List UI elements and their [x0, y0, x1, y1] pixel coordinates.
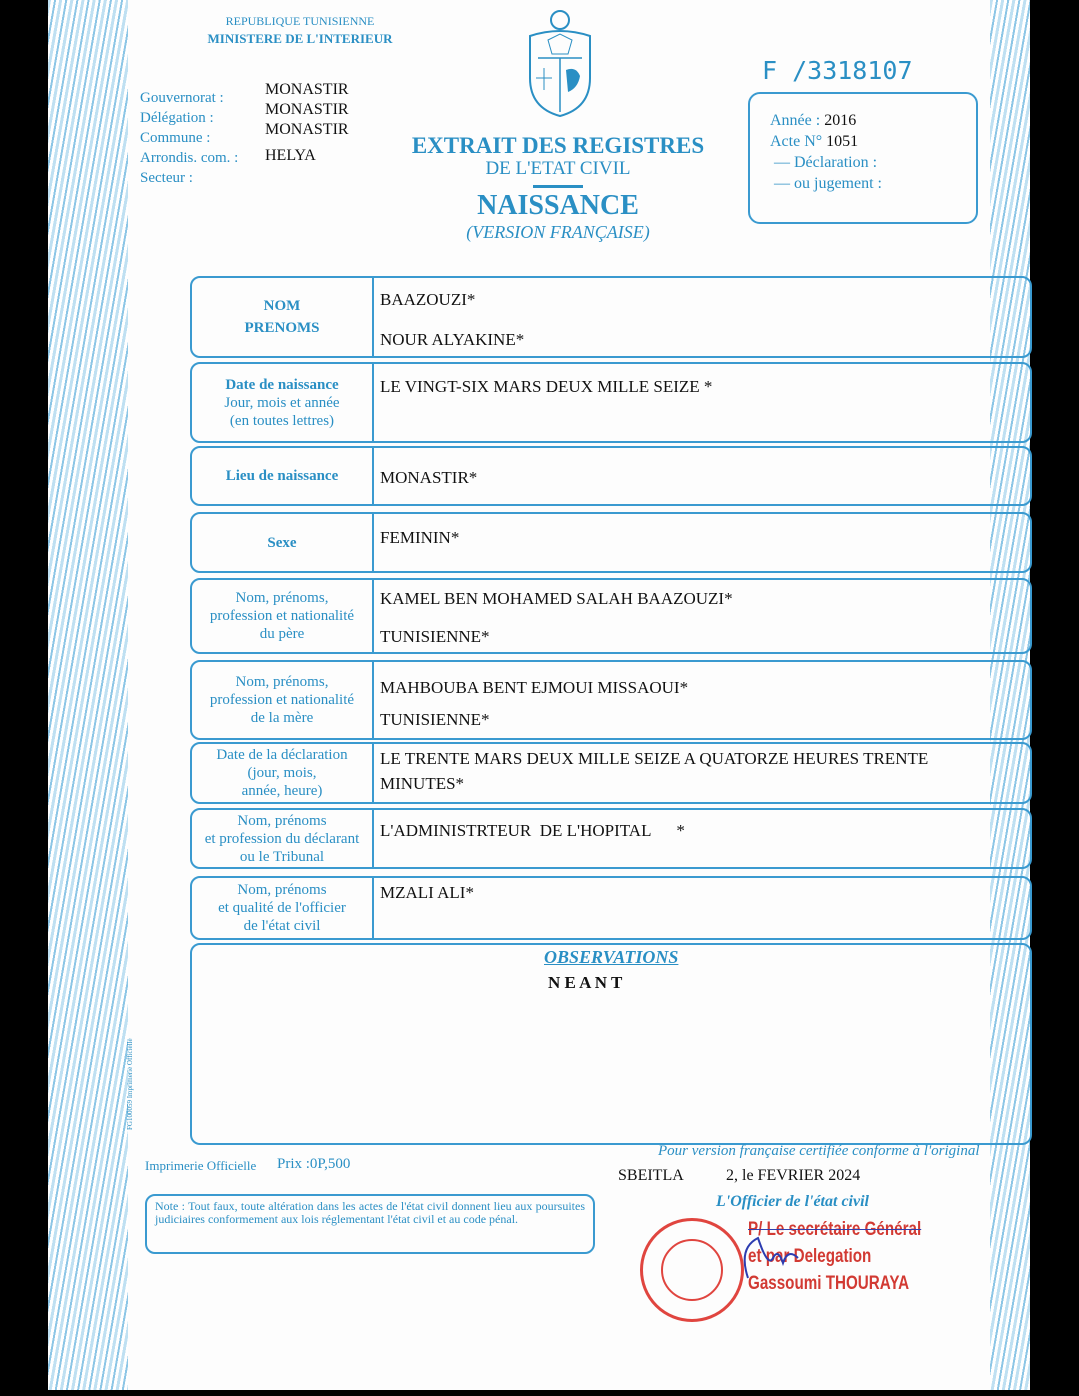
field-label: Nom, prénoms [237, 882, 327, 898]
surname-value: BAAZOUZI* [380, 290, 476, 309]
admin-label: Arrondis. com. : [140, 150, 239, 166]
signature-line-1: P/ Le secrétaire Général [748, 1219, 922, 1240]
admin-label: Gouvernorat : [140, 90, 224, 106]
admin-label: Secteur : [140, 170, 193, 186]
mother-value: MAHBOUBA BENT EJMOUI MISSAOUI* [380, 678, 689, 697]
row-declarant [190, 808, 1032, 869]
row-declaration-date [190, 742, 1032, 804]
admin-value: MONASTIR [265, 81, 349, 98]
field-label: Nom, prénoms, [235, 674, 329, 690]
birth-place-value: MONASTIR* [380, 468, 478, 487]
declarant-value: L'ADMINISTRTEUR DE L'HOPITAL * [380, 821, 685, 840]
legal-note: Note : Tout faux, toute altération dans les actes de l'état civil donnent lieu aux poursuites judiciaires conformement aux lois réglementant l'état civil et au code pénal. [145, 1194, 595, 1254]
field-label: année, heure) [241, 783, 323, 799]
field-label: et profession du déclarant [204, 830, 360, 847]
printer-label: Imprimerie Officielle [145, 1158, 257, 1173]
field-label: de la mère [250, 710, 314, 726]
act-number: 1051 [826, 133, 859, 150]
field-label: ou le Tribunal [239, 848, 325, 865]
birth-date-value: LE VINGT-SIX MARS DEUX MILLE SEIZE * [380, 377, 713, 396]
admin-value: MONASTIR [265, 121, 349, 138]
declaration-label: — Déclaration : [774, 154, 878, 171]
document-subtitle: DE L'ETAT CIVIL [485, 158, 631, 179]
field-label: (jour, mois, [247, 765, 317, 781]
row-mother [190, 660, 1032, 740]
father-value: KAMEL BEN MOHAMED SALAH BAAZOUZI* [380, 589, 733, 608]
act-label: Acte N° [770, 133, 823, 150]
row-birth-place [190, 446, 1032, 506]
row-father [190, 578, 1032, 654]
year-label: Année : [770, 112, 821, 129]
field-label: Date de la déclaration [216, 747, 348, 763]
serial-number: F /3318107 [762, 56, 913, 85]
year-value: 2016 [824, 112, 857, 129]
officer-value: MZALI ALI* [380, 883, 474, 902]
row-officer [190, 876, 1032, 940]
coat-of-arms-icon [524, 8, 596, 125]
sex-value: FEMININ* [380, 528, 460, 547]
birth-certificate [48, 0, 1030, 1390]
issue-date: 2, le FEVRIER 2024 [726, 1167, 861, 1184]
field-label: profession et nationalité [209, 608, 355, 624]
row-name [190, 276, 1032, 358]
observations-title: OBSERVATIONS [544, 947, 679, 967]
field-label: Jour, mois et année [224, 394, 340, 411]
field-label: profession et nationalité [209, 692, 355, 708]
field-label: NOM [263, 298, 301, 314]
admin-label: Commune : [140, 130, 211, 146]
first-names-value: NOUR ALYAKINE* [380, 330, 525, 349]
signature-line-3: Gassoumi THOURAYA [748, 1273, 910, 1294]
ministry-label: MINISTERE DE L'INTERIEUR [207, 31, 393, 46]
observations-box [190, 943, 1032, 1145]
observations-value: N E A N T [548, 973, 623, 992]
field-label: Sexe [267, 534, 297, 551]
father-nationality-value: TUNISIENNE* [380, 627, 490, 646]
field-label: PRENOMS [244, 320, 320, 336]
price-label: Prix :0P,500 [277, 1156, 351, 1172]
field-label: (en toutes lettres) [229, 412, 335, 429]
judgment-label: — ou jugement : [774, 175, 882, 192]
issue-place: SBEITLA [618, 1167, 684, 1184]
declaration-date-value-cont: MINUTES* [380, 774, 465, 793]
field-label: de l'état civil [243, 918, 321, 934]
certified-label: Pour version française certifiée conforme à l'original [658, 1143, 980, 1159]
field-label: Nom, prénoms, [235, 590, 329, 606]
document-title: EXTRAIT DES REGISTRES [411, 133, 705, 158]
declaration-date-value: LE TRENTE MARS DEUX MILLE SEIZE A QUATORZE HEURES TRENTE [380, 749, 929, 768]
admin-value: MONASTIR [265, 101, 349, 118]
field-label: et qualité de l'officier [218, 900, 346, 916]
admin-label: Délégation : [140, 110, 214, 126]
left-ornamental-border [48, 0, 128, 1390]
mother-nationality-value: TUNISIENNE* [380, 710, 490, 729]
printer-code: FG100059 Imprimerie Officielle [126, 1038, 134, 1130]
officer-title: L'Officier de l'état civil [716, 1193, 869, 1210]
field-label: du père [259, 626, 305, 642]
field-label: Lieu de naissance [225, 468, 339, 484]
admin-value: HELYA [265, 147, 316, 164]
row-birth-date [190, 362, 1032, 443]
signature-scribble-icon [728, 1228, 818, 1293]
version-label: (VERSION FRANÇAISE) [466, 222, 650, 242]
document-type: NAISSANCE [477, 190, 639, 221]
field-label: Date de naissance [225, 376, 339, 393]
signature-line-2: et par Delegation [748, 1246, 872, 1267]
field-label: Nom, prénoms [237, 812, 327, 829]
row-sex [190, 512, 1032, 573]
republic-label: REPUBLIQUE TUNISIENNE [225, 14, 375, 28]
